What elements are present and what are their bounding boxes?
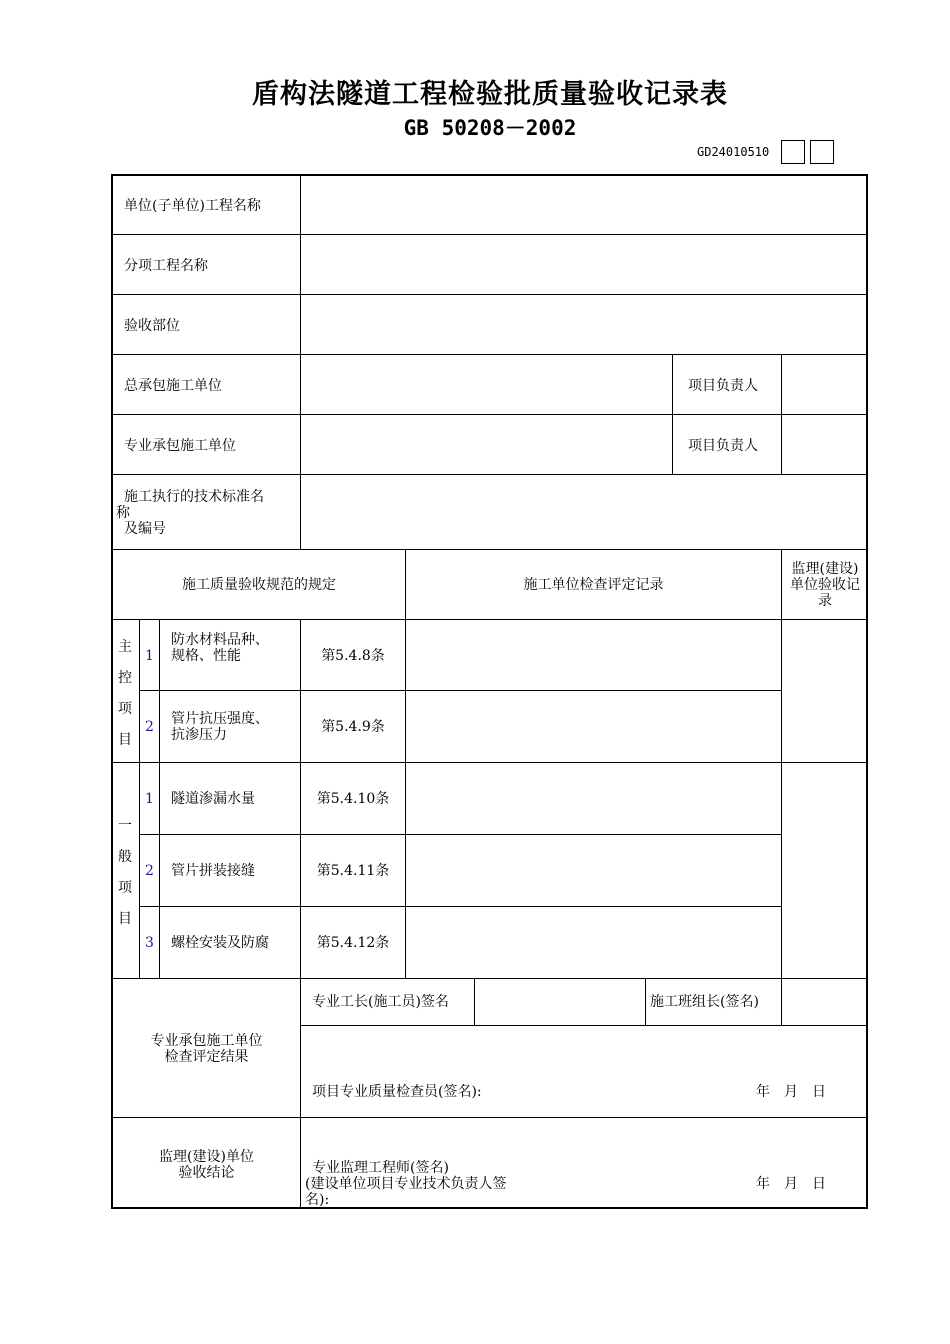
page-title: 盾构法隧道工程检验批质量验收记录表 — [252, 79, 728, 110]
supervision-header: 单位验收记 — [790, 577, 860, 593]
date-label: 年 月 日 — [756, 1084, 826, 1100]
foreman-signature-field[interactable] — [476, 980, 644, 1024]
col-divider — [474, 978, 475, 1025]
project-manager-label: 项目负责人 — [688, 378, 758, 394]
item-name: 防水材料品种、 — [171, 632, 269, 648]
row-divider — [111, 978, 868, 979]
specialty-contractor-label: 专业承包施工单位 — [124, 438, 236, 454]
item-name: 隧道渗漏水量 — [171, 791, 255, 807]
standard-label: 及编号 — [124, 521, 166, 537]
col-divider — [645, 978, 646, 1025]
owner-signature-label: 名): — [305, 1192, 330, 1208]
acceptance-part-label: 验收部位 — [124, 318, 180, 334]
row-number: 2 — [145, 863, 154, 879]
team-leader-signature-field[interactable] — [783, 980, 866, 1024]
standard-label: 称 — [116, 505, 130, 521]
form-code: GD24010510 — [697, 145, 770, 159]
item-name: 管片拼装接缝 — [171, 863, 255, 879]
row-divider — [139, 690, 781, 691]
row-number: 3 — [145, 935, 154, 951]
project-manager-label: 项目负责人 — [688, 438, 758, 454]
row-divider — [111, 1117, 868, 1118]
sub-project-name-label: 分项工程名称 — [124, 258, 208, 274]
row-number: 2 — [145, 719, 154, 735]
col-divider — [781, 354, 782, 474]
spec-header: 施工质量验收规范的规定 — [182, 577, 336, 593]
row-number: 1 — [145, 648, 154, 664]
unit-project-name-field[interactable] — [302, 176, 866, 233]
supervision-result-label: 验收结论 — [178, 1165, 235, 1181]
item-name: 管片抗压强度、 — [171, 711, 269, 727]
project-manager-field[interactable] — [783, 356, 866, 413]
row-divider — [111, 234, 868, 235]
col-divider — [300, 174, 301, 549]
specialty-contractor-field[interactable] — [302, 416, 671, 473]
item-name: 螺栓安装及防腐 — [171, 935, 269, 951]
standard-field[interactable] — [302, 476, 866, 548]
general-contractor-label: 总承包施工单位 — [124, 378, 222, 394]
supervision-record-field[interactable] — [783, 764, 866, 977]
row-divider — [111, 414, 868, 415]
engineer-signature-label: 专业监理工程师(签名) — [312, 1160, 449, 1176]
clause-ref: 第5.4.11条 — [316, 863, 390, 879]
project-manager-field[interactable] — [783, 416, 866, 473]
contractor-result-label: 检查评定结果 — [164, 1049, 249, 1065]
row-divider — [111, 619, 868, 620]
row-number: 1 — [145, 791, 154, 807]
supervision-record-field[interactable] — [783, 621, 866, 761]
sub-project-name-field[interactable] — [302, 236, 866, 293]
code-box-1[interactable] — [781, 140, 805, 164]
general-items-label: 一 般 项 目 — [118, 818, 132, 927]
item-name: 抗渗压力 — [171, 727, 227, 743]
unit-project-name-label: 单位(子单位)工程名称 — [124, 198, 261, 214]
row-divider — [139, 906, 781, 907]
clause-ref: 第5.4.12条 — [316, 935, 390, 951]
inspector-signature-label: 项目专业质量检查员(签名): — [312, 1084, 482, 1100]
standard-label: 施工执行的技术标准名 — [124, 489, 264, 505]
foreman-signature-label: 专业工长(施工员)签名 — [312, 994, 449, 1010]
record-header: 施工单位检查评定记录 — [523, 577, 664, 593]
row-divider — [111, 294, 868, 295]
clause-ref: 第5.4.10条 — [316, 791, 390, 807]
main-items-label: 主 控 项 目 — [118, 639, 132, 748]
row-divider — [111, 549, 868, 550]
supervision-header: 录 — [818, 593, 832, 609]
col-divider — [405, 549, 406, 978]
supervision-header: 监理(建设) — [791, 561, 859, 577]
general-contractor-field[interactable] — [302, 356, 671, 413]
owner-signature-label: (建设单位项目专业技术负责人签 — [305, 1176, 507, 1192]
clause-ref: 第5.4.9条 — [321, 719, 385, 735]
item-name: 规格、性能 — [171, 648, 241, 664]
col-divider — [672, 354, 673, 474]
row-divider — [111, 474, 868, 475]
col-divider — [159, 619, 160, 978]
acceptance-part-field[interactable] — [302, 296, 866, 353]
col-divider — [300, 619, 301, 1209]
clause-ref: 第5.4.8条 — [321, 648, 385, 664]
record-field[interactable] — [407, 692, 780, 761]
record-field[interactable] — [407, 621, 780, 689]
row-divider — [139, 834, 781, 835]
standard-number: GB 50208－2002 — [403, 116, 577, 140]
record-field[interactable] — [407, 764, 780, 833]
row-divider — [300, 1025, 868, 1026]
supervision-result-label: 监理(建设)单位 — [159, 1149, 254, 1165]
date-label: 年 月 日 — [756, 1176, 826, 1192]
col-divider — [781, 549, 782, 1025]
team-leader-signature-label: 施工班组长(签名) — [650, 994, 759, 1010]
code-box-2[interactable] — [810, 140, 834, 164]
record-field[interactable] — [407, 908, 780, 977]
record-field[interactable] — [407, 836, 780, 905]
contractor-result-label: 专业承包施工单位 — [150, 1033, 263, 1049]
row-divider — [111, 354, 868, 355]
row-divider — [111, 762, 868, 763]
